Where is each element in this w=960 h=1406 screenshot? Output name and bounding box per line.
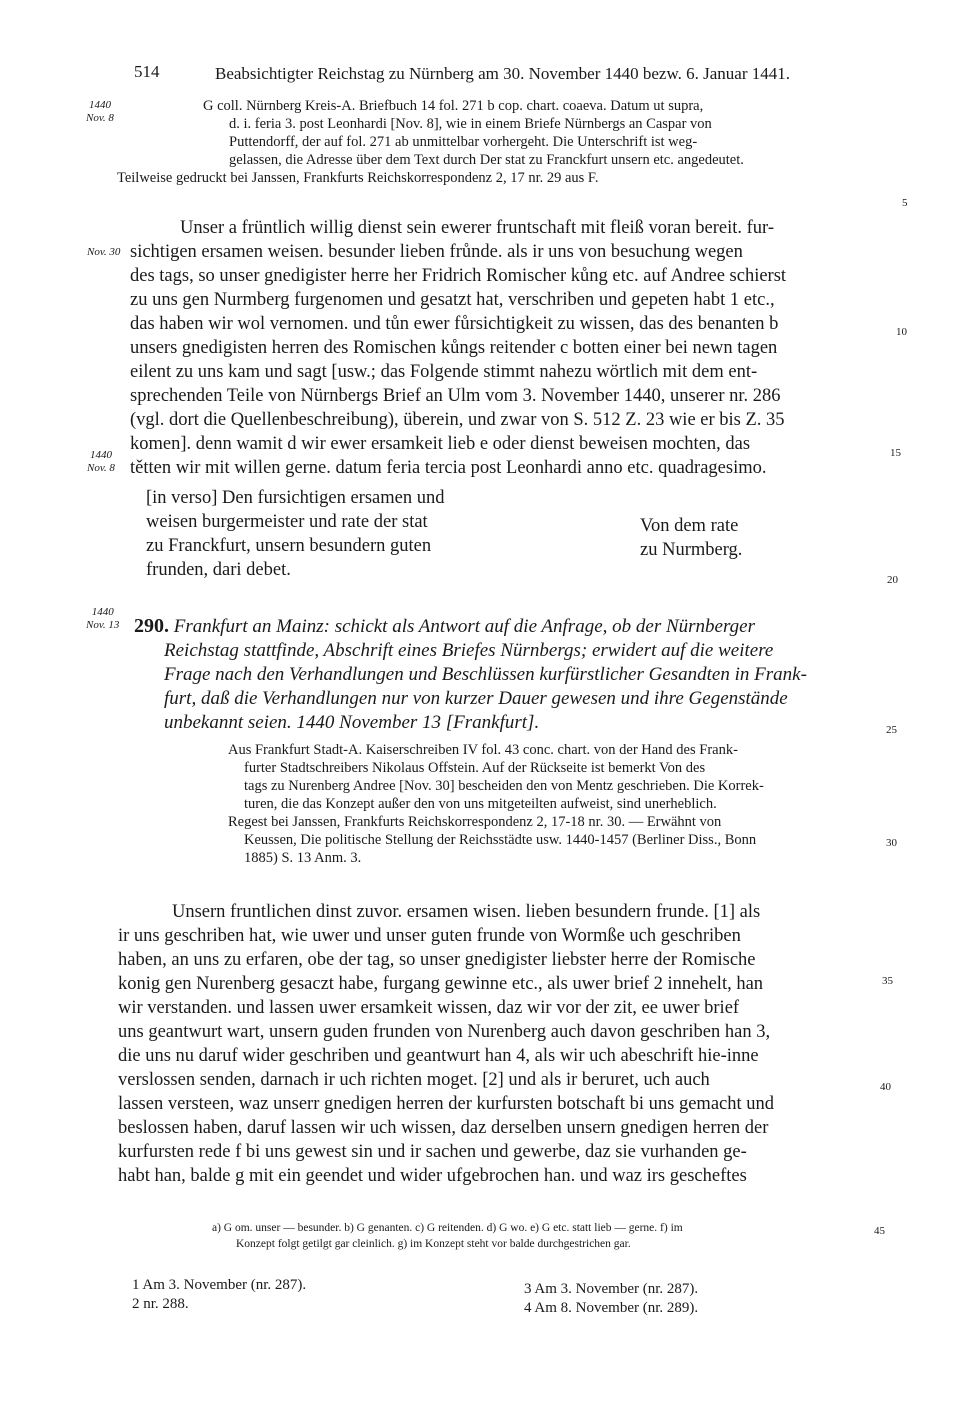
- margin-date-4: 1440 Nov. 13: [86, 606, 120, 631]
- running-title: Beabsichtigter Reichstag zu Nürnberg am 30. November 1440 bezw. 6. Januar 1441.: [215, 64, 791, 83]
- doc290-source: Aus Frankfurt Stadt-A. Kaiserschreiben IV fol. 43 conc. chart. von der Hand des Frank- furter Stadtschreibers Nikolaus Offstein. Auf der Rückseite ist bemerkt Von des tags zu Nurenberg Andree [Nov. 30] bescheiden den von Mentz geschrieben. Die Korrek- turen, die das Konzept außer den von uns mitgeteilten aufweist, sind unerheblich. Regest bei Janssen, Frankfurts Reichskorrespondenz 2, 17-18 nr. 30. — Erwähnt von Keussen, Die politische Stellung der Reichsstädte usw. 1440-1457 (Berliner Diss., Bonn 1885) S. 13 Anm. 3.: [228, 742, 764, 866]
- page-number: 514: [134, 62, 160, 81]
- doc289-text: Unser a früntlich willig dienst sein ewerer fruntschaft mit fleiß voran bereit. fur- sichtigen ersamen weisen. besunder lieben frůnde. als ir uns von besuchung wegen des tags, so unser gnedigister herre her Fridrich Romischer kůng etc. auf Andree schierst zu uns gen Nurmberg furgenomen und gesatzt hat, verschriben und gepeten habt 1 etc., das haben wir wol vernomen. und tůn ewer fůrsichtigkeit zu wissen, das des benanten b unsers gnedigisten herren des Romischen kůngs reitender c botten einer bei newn tagen eilent zu uns kam und sagt [usw.; das Folgende stimmt nahezu wörtlich mit dem ent- sprechenden Teile von Nürnbergs Brief an Ulm vom 3. November 1440, unserer nr. 286 (vgl. dort die Quellenbeschreibung), überein, und zwar von S. 512 Z. 23 wie er bis Z. 35 komen]. denn wamit d wir ewer ersamkeit lieb e oder dienst beweisen mochten, das tětten wir mit willen gerne. datum feria tercia post Leonhardi anno etc. quadragesimo.: [130, 218, 787, 478]
- line-number: 15: [890, 447, 901, 459]
- line-number: 25: [886, 724, 897, 736]
- doc290-text: Unsern fruntlichen dinst zuvor. ersamen wisen. lieben besundern frunde. [1] als ir uns geschriben hat, wie uwer und unser guten frunde von Wormße uch geschriben haben, an uns zu erfaren, obe der tag, so unser gnedigister liebster herre der Romische konig gen Nurenberg gesaczt habe, furgang gewinne etc., als uwer brief 2 innehelt, han wir verstanden. und lassen uwer ersamkeit wissen, daz wir vor der zit, ee uwer brief uns geantwurt wart, unsern guden frunden von Nurenberg auch davon geschriben han 3, die uns nu daruf wider geschriben und geantwurt han 4, als wir uch abeschrift hie-inne verslossen senden, darnach ir uch richten moget. [2] und als ir beruret, uch auch lassen versteen, waz unserr gnedigen herren der kurfursten botschaft bi uns gemacht und beslossen haben, daruf lassen wir uch wissen, daz derselben unsern gnedigen herren der kurfursten rede f bi uns gewest sin und ir sachen und gewerbe, daz sie vurhanden ge- habt han, balde g mit ein geendet und wider ufgebrochen han. und waz irs gescheftes: [118, 902, 775, 1186]
- doc289-source: G coll. Nürnberg Kreis-A. Briefbuch 14 fol. 271 b cop. chart. coaeva. Datum ut supra, d. i. feria 3. post Leonhardi [Nov. 8], wie in einem Briefe Nürnbergs an Caspar von Puttendorff, der auf fol. 271 ab unmittelbar vorhergeht. Die Unterschrift ist weg- gelassen, die Adresse über dem Text durch Der stat zu Franckfurt unsern etc. angedeutet. Teilweise gedruckt bei Janssen, Frankfurts Reichskorrespondenz 2, 17 nr. 29 aus F.: [117, 98, 744, 186]
- line-number: 30: [886, 837, 897, 849]
- margin-date-1: 1440 Nov. 8: [86, 99, 114, 124]
- doc289-address: [in verso] Den fursichtigen ersamen und weisen burgermeister und rate der stat zu Franckfurt, unsern besundern guten frunden, dari debet.: [146, 488, 445, 580]
- doc290-number: 290.: [134, 615, 169, 637]
- line-number: 20: [887, 574, 898, 586]
- line-number: 35: [882, 975, 893, 987]
- line-number: 5: [902, 197, 908, 209]
- doc289-sender: Von dem rate zu Nurmberg.: [640, 516, 743, 560]
- margin-date-2: Nov. 30: [87, 246, 121, 258]
- margin-date-3: 1440 Nov. 8: [87, 449, 115, 474]
- line-number: 10: [896, 326, 907, 338]
- critical-apparatus: a) G om. unser — besunder. b) G genanten. c) G reitenden. d) G wo. e) G etc. statt lieb — gerne. f) im Konzept folgt getilgt gar cleinlich. g) im Konzept steht vor balde durchgestrichen gar.: [212, 1222, 683, 1250]
- footnotes-left: 1 Am 3. November (nr. 287). 2 nr. 288.: [132, 1277, 307, 1312]
- doc290-title: 290. Frankfurt an Mainz: schickt als Antwort auf die Anfrage, ob der Nürnberger Reichstag stattfinde, Abschrift eines Briefes Nürnbergs; erwidert auf die weitere Frage nach den Verhandlungen und Beschlüssen kurfürstlicher Gesandten in Frank- furt, daß die Verhandlungen nur von kurzer Dauer gewesen und ihre Gegenstände unbekannt seien. 1440 November 13 [Frankfurt].: [134, 615, 807, 733]
- line-number: 40: [880, 1081, 891, 1093]
- footnotes-right: 3 Am 3. November (nr. 287). 4 Am 8. November (nr. 289).: [524, 1281, 699, 1316]
- line-number: 45: [874, 1225, 885, 1237]
